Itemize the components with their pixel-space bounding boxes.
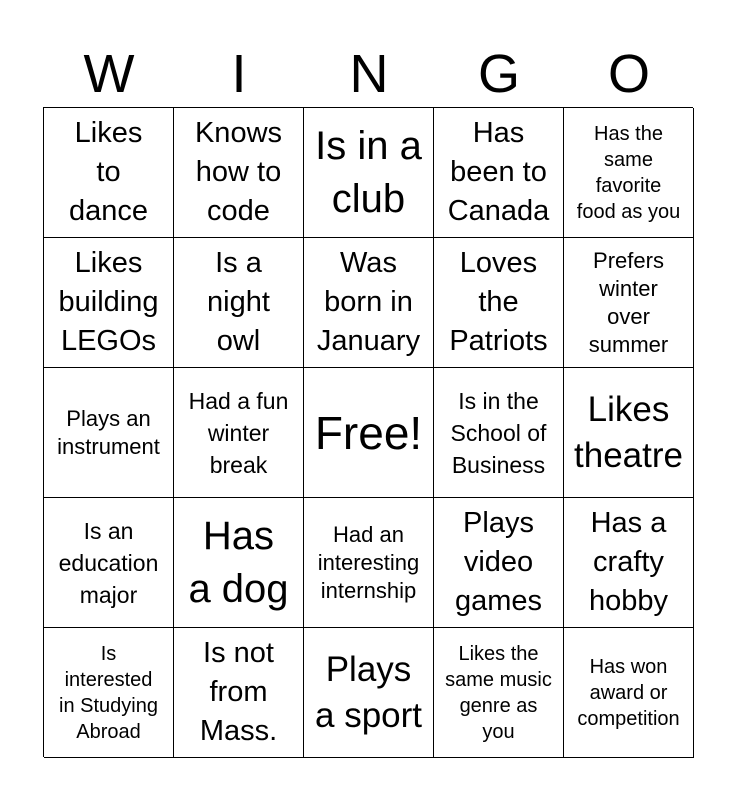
- bingo-cell-r5c1[interactable]: [44, 628, 174, 758]
- bingo-cell-r1c1[interactable]: [44, 108, 174, 238]
- header-letter-w: W: [83, 44, 135, 104]
- cell-text: Had an interesting internship: [317, 521, 420, 603]
- header-letter-g: G: [477, 44, 520, 104]
- cell-text: Prefers winter over summer: [588, 247, 669, 357]
- cell-text: Is a night owl: [207, 247, 270, 357]
- cell-text: Has a crafty hobby: [588, 507, 668, 617]
- bingo-cell-r4c5[interactable]: [564, 498, 694, 628]
- bingo-cell-r3c4[interactable]: [434, 368, 564, 498]
- cell-text: Loves the Patriots: [449, 247, 548, 357]
- bingo-cell-r1c3[interactable]: [304, 108, 434, 238]
- header-letter-n: N: [349, 44, 389, 104]
- cell-text: Is in the School of Business: [450, 387, 547, 478]
- bingo-cell-r3c1[interactable]: [44, 368, 174, 498]
- bingo-board: [43, 107, 693, 757]
- bingo-cell-r4c4[interactable]: [434, 498, 564, 628]
- bingo-cell-r2c4[interactable]: [434, 238, 564, 368]
- bingo-cell-r4c3[interactable]: [304, 498, 434, 628]
- bingo-cell-r5c2[interactable]: [174, 628, 304, 758]
- bingo-cell-r2c5[interactable]: [564, 238, 694, 368]
- bingo-cell-r5c4[interactable]: [434, 628, 564, 758]
- bingo-header: [44, 40, 694, 108]
- bingo-cell-r4c2[interactable]: [174, 498, 304, 628]
- cell-text: Is an education major: [58, 517, 159, 608]
- bingo-cell-r1c5[interactable]: [564, 108, 694, 238]
- bingo-cell-free[interactable]: [304, 368, 434, 498]
- cell-text: Was born in January: [316, 247, 421, 357]
- cell-text: Has won award or competition: [577, 655, 680, 730]
- bingo-cell-r5c5[interactable]: [564, 628, 694, 758]
- cell-text: Is in a club: [315, 123, 422, 221]
- cell-text: Likes to dance: [68, 117, 148, 227]
- cell-text: Has the same favorite food as you: [576, 122, 681, 223]
- bingo-cell-r2c2[interactable]: [174, 238, 304, 368]
- bingo-cell-r5c3[interactable]: [304, 628, 434, 758]
- cell-text: Is interested in Studying Abroad: [59, 642, 158, 743]
- free-space-text: Free!: [314, 406, 423, 459]
- bingo-cell-r3c5[interactable]: [564, 368, 694, 498]
- cell-text: Has a dog: [188, 513, 289, 611]
- cell-text: Plays a sport: [315, 649, 422, 735]
- cell-text: Likes building LEGOs: [58, 247, 159, 357]
- cell-text: Is not from Mass.: [199, 637, 278, 747]
- header-letter-i: I: [231, 44, 247, 104]
- cell-text: Likes the same music genre as you: [445, 642, 552, 743]
- header-letter-o: O: [607, 44, 650, 104]
- cell-text: Has been to Canada: [447, 117, 550, 227]
- bingo-cell-r3c2[interactable]: [174, 368, 304, 498]
- cell-text: Likes theatre: [574, 389, 683, 475]
- cell-text: Had a fun winter break: [188, 387, 289, 478]
- cell-text: Plays video games: [454, 507, 543, 617]
- cell-text: Knows how to code: [194, 117, 283, 227]
- cell-text: Plays an instrument: [57, 405, 160, 459]
- bingo-cell-r1c4[interactable]: [434, 108, 564, 238]
- bingo-cell-r2c1[interactable]: [44, 238, 174, 368]
- bingo-cell-r4c1[interactable]: [44, 498, 174, 628]
- bingo-cell-r1c2[interactable]: [174, 108, 304, 238]
- bingo-cell-r2c3[interactable]: [304, 238, 434, 368]
